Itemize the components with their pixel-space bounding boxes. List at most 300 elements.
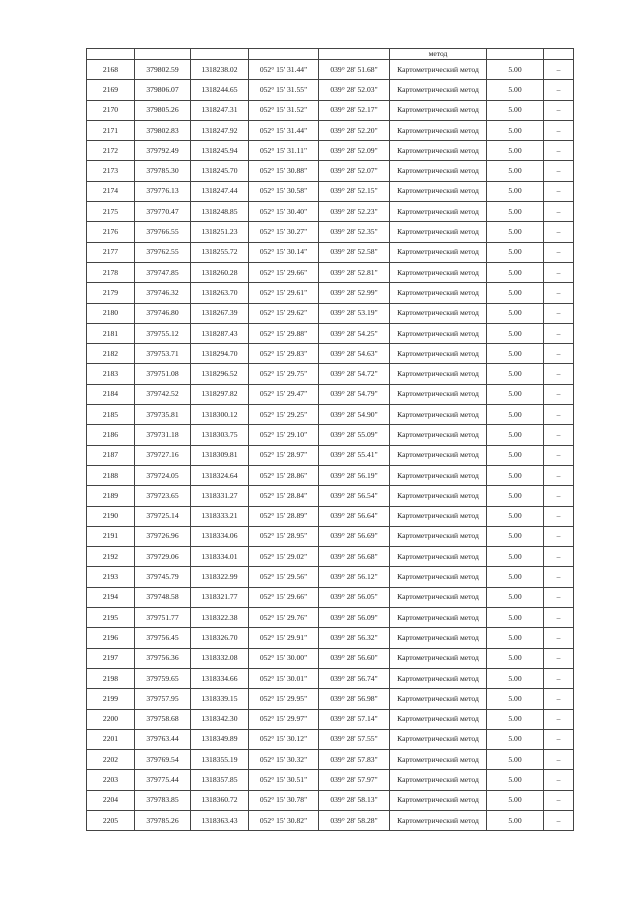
cell-method: Картометрический метод <box>390 60 487 80</box>
cell-method: Картометрический метод <box>390 323 487 343</box>
cell-method: Картометрический метод <box>390 506 487 526</box>
cell-x: 379758.68 <box>135 709 191 729</box>
table-row <box>87 567 574 587</box>
cell-note: – <box>544 161 574 181</box>
cell-note: – <box>544 303 574 323</box>
cell-method: Картометрический метод <box>390 405 487 425</box>
cell-lat: 052° 15' 29.91" <box>249 628 319 648</box>
cell-id: 2192 <box>87 547 135 567</box>
cell-lon: 039° 28' 56.12" <box>319 567 390 587</box>
cell-note: – <box>544 668 574 688</box>
cell-lat: 052° 15' 31.55" <box>249 80 319 100</box>
cell-y: 1318333.21 <box>191 506 249 526</box>
cell-y: 1318296.52 <box>191 364 249 384</box>
cell-note: – <box>544 141 574 161</box>
cell-accuracy: 5.00 <box>487 364 544 384</box>
cell-y: 1318321.77 <box>191 587 249 607</box>
table-row <box>87 202 574 222</box>
table-row-continued <box>87 49 574 60</box>
table-row <box>87 283 574 303</box>
cell-id: 2179 <box>87 283 135 303</box>
cell-y: 1318342.30 <box>191 709 249 729</box>
table-row <box>87 628 574 648</box>
cell-note: – <box>544 709 574 729</box>
cell-y: 1318324.64 <box>191 465 249 485</box>
cell-note: – <box>544 790 574 810</box>
table-row <box>87 648 574 668</box>
cell-y: 1318245.70 <box>191 161 249 181</box>
cell-note: – <box>544 262 574 282</box>
cell-accuracy: 5.00 <box>487 323 544 343</box>
cell-lat: 052° 15' 31.11" <box>249 141 319 161</box>
cell-note: – <box>544 100 574 120</box>
cell-lat <box>249 49 319 60</box>
cell-x: 379751.08 <box>135 364 191 384</box>
cell-note: – <box>544 547 574 567</box>
table-row <box>87 709 574 729</box>
cell-lat: 052° 15' 30.00" <box>249 648 319 668</box>
cell-lat: 052° 15' 29.62" <box>249 303 319 323</box>
cell-accuracy: 5.00 <box>487 486 544 506</box>
cell-method: Картометрический метод <box>390 222 487 242</box>
coordinates-table <box>86 48 574 831</box>
cell-lat: 052° 15' 29.88" <box>249 323 319 343</box>
cell-lat: 052° 15' 30.12" <box>249 729 319 749</box>
cell-y: 1318294.70 <box>191 344 249 364</box>
cell-accuracy <box>487 49 544 60</box>
cell-x: 379729.06 <box>135 547 191 567</box>
cell-accuracy: 5.00 <box>487 262 544 282</box>
cell-method: Картометрический метод <box>390 526 487 546</box>
cell-lat: 052° 15' 29.02" <box>249 547 319 567</box>
cell-note: – <box>544 628 574 648</box>
cell-accuracy: 5.00 <box>487 405 544 425</box>
cell-x: 379770.47 <box>135 202 191 222</box>
cell-id: 2188 <box>87 465 135 485</box>
cell-note: – <box>544 810 574 830</box>
cell-x: 379756.45 <box>135 628 191 648</box>
cell-lat: 052° 15' 29.97" <box>249 709 319 729</box>
cell-x: 379751.77 <box>135 608 191 628</box>
cell-y: 1318303.75 <box>191 425 249 445</box>
cell-x: 379753.71 <box>135 344 191 364</box>
table-row <box>87 729 574 749</box>
cell-accuracy: 5.00 <box>487 608 544 628</box>
cell-id: 2187 <box>87 445 135 465</box>
cell-y: 1318334.66 <box>191 668 249 688</box>
cell-method: Картометрический метод <box>390 790 487 810</box>
cell-y: 1318244.65 <box>191 80 249 100</box>
cell-method: Картометрический метод <box>390 100 487 120</box>
cell-lon: 039° 28' 52.17" <box>319 100 390 120</box>
cell-lon: 039° 28' 54.79" <box>319 384 390 404</box>
cell-x: 379757.95 <box>135 689 191 709</box>
table-row <box>87 384 574 404</box>
cell-y: 1318247.92 <box>191 120 249 140</box>
cell-y: 1318331.27 <box>191 486 249 506</box>
cell-method: Картометрический метод <box>390 608 487 628</box>
cell-y: 1318287.43 <box>191 323 249 343</box>
cell-lat: 052° 15' 30.14" <box>249 242 319 262</box>
cell-id: 2182 <box>87 344 135 364</box>
cell-note: – <box>544 526 574 546</box>
table-row <box>87 486 574 506</box>
cell-accuracy: 5.00 <box>487 445 544 465</box>
table-row <box>87 750 574 770</box>
cell-accuracy: 5.00 <box>487 303 544 323</box>
cell-accuracy: 5.00 <box>487 506 544 526</box>
table-row <box>87 181 574 201</box>
cell-lat: 052° 15' 28.84" <box>249 486 319 506</box>
table-row <box>87 80 574 100</box>
cell-lon: 039° 28' 56.60" <box>319 648 390 668</box>
cell-lon: 039° 28' 58.13" <box>319 790 390 810</box>
cell-id: 2190 <box>87 506 135 526</box>
cell-note <box>544 49 574 60</box>
cell-method: Картометрический метод <box>390 689 487 709</box>
cell-lat: 052° 15' 30.40" <box>249 202 319 222</box>
table-row <box>87 222 574 242</box>
cell-method: Картометрический метод <box>390 141 487 161</box>
cell-lat: 052° 15' 29.95" <box>249 689 319 709</box>
cell-y: 1318334.01 <box>191 547 249 567</box>
cell-accuracy: 5.00 <box>487 384 544 404</box>
cell-id: 2178 <box>87 262 135 282</box>
cell-x: 379776.13 <box>135 181 191 201</box>
table-row <box>87 526 574 546</box>
cell-y: 1318360.72 <box>191 790 249 810</box>
cell-method: метод <box>390 49 487 60</box>
cell-accuracy: 5.00 <box>487 222 544 242</box>
cell-id: 2186 <box>87 425 135 445</box>
cell-lon: 039° 28' 52.07" <box>319 161 390 181</box>
cell-x: 379731.18 <box>135 425 191 445</box>
cell-x: 379746.80 <box>135 303 191 323</box>
cell-x: 379723.65 <box>135 486 191 506</box>
cell-x: 379725.14 <box>135 506 191 526</box>
cell-lon: 039° 28' 56.68" <box>319 547 390 567</box>
cell-accuracy: 5.00 <box>487 648 544 668</box>
cell-lat: 052° 15' 30.88" <box>249 161 319 181</box>
cell-lon: 039° 28' 54.72" <box>319 364 390 384</box>
cell-method: Картометрический метод <box>390 344 487 364</box>
cell-note: – <box>544 60 574 80</box>
table-row <box>87 689 574 709</box>
table-row <box>87 587 574 607</box>
table-row <box>87 364 574 384</box>
cell-lat: 052° 15' 30.58" <box>249 181 319 201</box>
cell-x: 379775.44 <box>135 770 191 790</box>
cell-x: 379769.54 <box>135 750 191 770</box>
cell-y: 1318238.02 <box>191 60 249 80</box>
cell-method: Картометрический метод <box>390 729 487 749</box>
table-row <box>87 608 574 628</box>
cell-lat: 052° 15' 29.25" <box>249 405 319 425</box>
cell-lon: 039° 28' 56.05" <box>319 587 390 607</box>
table-row <box>87 303 574 323</box>
cell-lon: 039° 28' 53.19" <box>319 303 390 323</box>
cell-y <box>191 49 249 60</box>
cell-y: 1318245.94 <box>191 141 249 161</box>
cell-lat: 052° 15' 28.89" <box>249 506 319 526</box>
cell-accuracy: 5.00 <box>487 729 544 749</box>
cell-id: 2169 <box>87 80 135 100</box>
cell-method: Картометрический метод <box>390 465 487 485</box>
cell-note: – <box>544 486 574 506</box>
table-row <box>87 770 574 790</box>
cell-note: – <box>544 222 574 242</box>
cell-lon: 039° 28' 52.35" <box>319 222 390 242</box>
cell-lon: 039° 28' 52.81" <box>319 262 390 282</box>
cell-accuracy: 5.00 <box>487 202 544 222</box>
cell-y: 1318322.99 <box>191 567 249 587</box>
cell-accuracy: 5.00 <box>487 750 544 770</box>
cell-note: – <box>544 384 574 404</box>
table-row <box>87 547 574 567</box>
cell-y: 1318260.28 <box>191 262 249 282</box>
cell-lat: 052° 15' 29.66" <box>249 262 319 282</box>
cell-lat: 052° 15' 29.56" <box>249 567 319 587</box>
cell-id: 2174 <box>87 181 135 201</box>
cell-x: 379792.49 <box>135 141 191 161</box>
cell-note: – <box>544 344 574 364</box>
cell-lat: 052° 15' 28.97" <box>249 445 319 465</box>
cell-x: 379806.07 <box>135 80 191 100</box>
table-row <box>87 323 574 343</box>
cell-lon: 039° 28' 56.98" <box>319 689 390 709</box>
table-row <box>87 405 574 425</box>
cell-id: 2180 <box>87 303 135 323</box>
cell-method: Картометрический метод <box>390 648 487 668</box>
cell-x: 379762.55 <box>135 242 191 262</box>
cell-note: – <box>544 181 574 201</box>
cell-method: Картометрический метод <box>390 242 487 262</box>
cell-accuracy: 5.00 <box>487 810 544 830</box>
table-body <box>87 49 574 831</box>
cell-lon: 039° 28' 57.14" <box>319 709 390 729</box>
cell-note: – <box>544 242 574 262</box>
table-row <box>87 242 574 262</box>
cell-y: 1318326.70 <box>191 628 249 648</box>
cell-y: 1318248.85 <box>191 202 249 222</box>
cell-lat: 052° 15' 30.78" <box>249 790 319 810</box>
cell-lon: 039° 28' 56.74" <box>319 668 390 688</box>
cell-lat: 052° 15' 29.83" <box>249 344 319 364</box>
cell-accuracy: 5.00 <box>487 587 544 607</box>
cell-id: 2175 <box>87 202 135 222</box>
cell-lon: 039° 28' 56.64" <box>319 506 390 526</box>
cell-y: 1318300.12 <box>191 405 249 425</box>
cell-lon: 039° 28' 52.23" <box>319 202 390 222</box>
cell-note: – <box>544 689 574 709</box>
cell-id: 2201 <box>87 729 135 749</box>
table-row <box>87 668 574 688</box>
cell-accuracy: 5.00 <box>487 141 544 161</box>
cell-lon: 039° 28' 51.68" <box>319 60 390 80</box>
cell-id: 2200 <box>87 709 135 729</box>
table-row <box>87 445 574 465</box>
cell-x: 379759.65 <box>135 668 191 688</box>
cell-lon: 039° 28' 57.55" <box>319 729 390 749</box>
cell-method: Картометрический метод <box>390 567 487 587</box>
cell-accuracy: 5.00 <box>487 60 544 80</box>
cell-x: 379746.32 <box>135 283 191 303</box>
cell-lat: 052° 15' 28.95" <box>249 526 319 546</box>
table-row <box>87 465 574 485</box>
cell-id: 2204 <box>87 790 135 810</box>
cell-lat: 052° 15' 29.76" <box>249 608 319 628</box>
cell-y: 1318297.82 <box>191 384 249 404</box>
cell-note: – <box>544 567 574 587</box>
cell-method: Картометрический метод <box>390 303 487 323</box>
cell-method: Картометрический метод <box>390 120 487 140</box>
cell-note: – <box>544 323 574 343</box>
cell-accuracy: 5.00 <box>487 120 544 140</box>
cell-accuracy: 5.00 <box>487 242 544 262</box>
cell-lon: 039° 28' 58.28" <box>319 810 390 830</box>
cell-x: 379724.05 <box>135 465 191 485</box>
cell-x: 379727.16 <box>135 445 191 465</box>
cell-x: 379783.85 <box>135 790 191 810</box>
cell-id: 2184 <box>87 384 135 404</box>
cell-note: – <box>544 425 574 445</box>
cell-x: 379742.52 <box>135 384 191 404</box>
cell-method: Картометрический метод <box>390 283 487 303</box>
cell-lon: 039° 28' 52.99" <box>319 283 390 303</box>
table-row <box>87 141 574 161</box>
cell-note: – <box>544 364 574 384</box>
cell-id: 2173 <box>87 161 135 181</box>
cell-accuracy: 5.00 <box>487 770 544 790</box>
cell-lat: 052° 15' 30.32" <box>249 750 319 770</box>
cell-x: 379726.96 <box>135 526 191 546</box>
cell-method: Картометрический метод <box>390 486 487 506</box>
cell-y: 1318263.70 <box>191 283 249 303</box>
cell-method: Картометрический метод <box>390 161 487 181</box>
table-row <box>87 100 574 120</box>
cell-lat: 052° 15' 29.66" <box>249 587 319 607</box>
table-row <box>87 161 574 181</box>
cell-id: 2177 <box>87 242 135 262</box>
cell-accuracy: 5.00 <box>487 567 544 587</box>
cell-id: 2198 <box>87 668 135 688</box>
cell-lon: 039° 28' 56.69" <box>319 526 390 546</box>
cell-lat: 052° 15' 29.61" <box>249 283 319 303</box>
table-row <box>87 790 574 810</box>
cell-accuracy: 5.00 <box>487 628 544 648</box>
cell-lon: 039° 28' 52.03" <box>319 80 390 100</box>
cell-id: 2196 <box>87 628 135 648</box>
table-row <box>87 262 574 282</box>
cell-y: 1318363.43 <box>191 810 249 830</box>
cell-lat: 052° 15' 30.51" <box>249 770 319 790</box>
cell-y: 1318339.15 <box>191 689 249 709</box>
cell-note: – <box>544 202 574 222</box>
cell-id: 2171 <box>87 120 135 140</box>
cell-y: 1318251.23 <box>191 222 249 242</box>
cell-lat: 052° 15' 30.27" <box>249 222 319 242</box>
cell-method: Картометрический метод <box>390 202 487 222</box>
cell-method: Картометрический метод <box>390 770 487 790</box>
cell-x: 379785.30 <box>135 161 191 181</box>
cell-method: Картометрический метод <box>390 547 487 567</box>
cell-lon: 039° 28' 57.83" <box>319 750 390 770</box>
cell-accuracy: 5.00 <box>487 161 544 181</box>
cell-method: Картометрический метод <box>390 709 487 729</box>
cell-method: Картометрический метод <box>390 181 487 201</box>
cell-note: – <box>544 770 574 790</box>
cell-method: Картометрический метод <box>390 425 487 445</box>
cell-note: – <box>544 120 574 140</box>
cell-id: 2199 <box>87 689 135 709</box>
cell-lon: 039° 28' 52.58" <box>319 242 390 262</box>
cell-id: 2205 <box>87 810 135 830</box>
cell-y: 1318322.38 <box>191 608 249 628</box>
cell-x: 379745.79 <box>135 567 191 587</box>
cell-lat: 052° 15' 30.82" <box>249 810 319 830</box>
cell-x: 379766.55 <box>135 222 191 242</box>
table-row <box>87 60 574 80</box>
cell-accuracy: 5.00 <box>487 283 544 303</box>
cell-note: – <box>544 587 574 607</box>
cell-note: – <box>544 405 574 425</box>
table-row <box>87 810 574 830</box>
cell-y: 1318309.81 <box>191 445 249 465</box>
cell-lat: 052° 15' 28.86" <box>249 465 319 485</box>
cell-lat: 052° 15' 30.01" <box>249 668 319 688</box>
cell-lon: 039° 28' 52.20" <box>319 120 390 140</box>
cell-x: 379805.26 <box>135 100 191 120</box>
cell-lon: 039° 28' 52.09" <box>319 141 390 161</box>
cell-y: 1318355.19 <box>191 750 249 770</box>
cell-note: – <box>544 608 574 628</box>
cell-id: 2185 <box>87 405 135 425</box>
cell-note: – <box>544 283 574 303</box>
table-row <box>87 425 574 445</box>
cell-id: 2189 <box>87 486 135 506</box>
cell-id: 2183 <box>87 364 135 384</box>
cell-lon: 039° 28' 56.19" <box>319 465 390 485</box>
cell-id: 2181 <box>87 323 135 343</box>
cell-lon: 039° 28' 55.41" <box>319 445 390 465</box>
cell-lon <box>319 49 390 60</box>
cell-x: 379755.12 <box>135 323 191 343</box>
cell-lon: 039° 28' 52.15" <box>319 181 390 201</box>
cell-id: 2193 <box>87 567 135 587</box>
cell-method: Картометрический метод <box>390 750 487 770</box>
cell-lon: 039° 28' 54.63" <box>319 344 390 364</box>
cell-y: 1318332.08 <box>191 648 249 668</box>
cell-accuracy: 5.00 <box>487 344 544 364</box>
cell-lon: 039° 28' 57.97" <box>319 770 390 790</box>
cell-method: Картометрический метод <box>390 445 487 465</box>
cell-accuracy: 5.00 <box>487 425 544 445</box>
cell-lon: 039° 28' 54.25" <box>319 323 390 343</box>
cell-method: Картометрический метод <box>390 262 487 282</box>
cell-lon: 039° 28' 56.09" <box>319 608 390 628</box>
cell-method: Картометрический метод <box>390 587 487 607</box>
cell-id: 2170 <box>87 100 135 120</box>
cell-accuracy: 5.00 <box>487 790 544 810</box>
cell-note: – <box>544 648 574 668</box>
cell-accuracy: 5.00 <box>487 100 544 120</box>
cell-id: 2168 <box>87 60 135 80</box>
cell-lon: 039° 28' 55.09" <box>319 425 390 445</box>
cell-note: – <box>544 506 574 526</box>
cell-id: 2172 <box>87 141 135 161</box>
cell-accuracy: 5.00 <box>487 689 544 709</box>
cell-method: Картометрический метод <box>390 628 487 648</box>
